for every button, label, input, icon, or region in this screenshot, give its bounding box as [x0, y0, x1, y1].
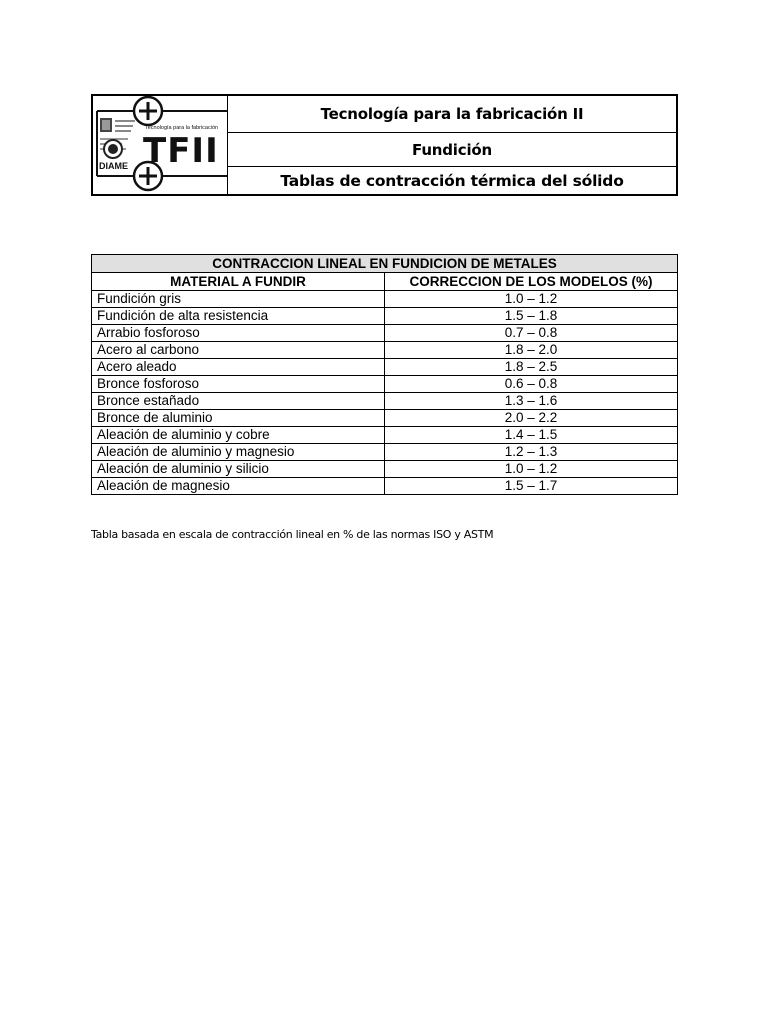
correction-cell: 1.3 – 1.6 — [385, 393, 678, 410]
plus-circle-icon — [134, 97, 227, 125]
material-cell: Bronce estañado — [92, 393, 385, 410]
correction-cell: 1.8 – 2.0 — [385, 342, 678, 359]
material-cell: Bronce de aluminio — [92, 410, 385, 427]
correction-cell: 1.8 – 2.5 — [385, 359, 678, 376]
column-header-correction: CORRECCION DE LOS MODELOS (%) — [385, 273, 678, 291]
table-row — [92, 427, 678, 444]
correction-cell: 1.5 – 1.8 — [385, 308, 678, 325]
table-row — [92, 444, 678, 461]
material-cell: Acero al carbono — [92, 342, 385, 359]
header-title-rows — [227, 96, 676, 194]
correction-cell: 0.6 – 0.8 — [385, 376, 678, 393]
correction-cell: 1.2 – 1.3 — [385, 444, 678, 461]
topic-title: Fundición — [228, 133, 676, 167]
table-row — [92, 325, 678, 342]
tfii-logo-graphic — [93, 96, 227, 194]
table-title: CONTRACCION LINEAL EN FUNDICION DE METALES — [92, 255, 678, 273]
table-row — [92, 376, 678, 393]
tfii-logo — [93, 96, 227, 194]
svg-text:TFII: TFII — [143, 131, 219, 171]
document-header — [91, 94, 678, 196]
material-cell: Aleación de aluminio y cobre — [92, 427, 385, 444]
table-row — [92, 461, 678, 478]
column-header-material: MATERIAL A FUNDIR — [92, 273, 385, 291]
material-cell: Arrabio fosforoso — [92, 325, 385, 342]
correction-cell: 0.7 – 0.8 — [385, 325, 678, 342]
correction-cell: 1.5 – 1.7 — [385, 478, 678, 495]
material-cell: Aleación de magnesio — [92, 478, 385, 495]
contraction-table — [91, 254, 678, 495]
table-row — [92, 410, 678, 427]
table-row — [92, 393, 678, 410]
correction-cell: 2.0 – 2.2 — [385, 410, 678, 427]
material-cell: Aleación de aluminio y magnesio — [92, 444, 385, 461]
correction-cell: 1.4 – 1.5 — [385, 427, 678, 444]
table-row — [92, 359, 678, 376]
material-cell: Acero aleado — [92, 359, 385, 376]
correction-cell: 1.0 – 1.2 — [385, 291, 678, 308]
svg-text:DIAME: DIAME — [99, 161, 128, 171]
svg-text:Tecnología para la fabricación: Tecnología para la fabricación — [145, 125, 219, 131]
material-cell: Aleación de aluminio y silicio — [92, 461, 385, 478]
document-subtitle: Tablas de contracción térmica del sólido — [280, 171, 624, 190]
table-row — [92, 342, 678, 359]
material-cell: Fundición de alta resistencia — [92, 308, 385, 325]
table-footnote: Tabla basada en escala de contracción lineal en % de las normas ISO y ASTM — [91, 528, 494, 541]
table-row — [92, 291, 678, 308]
table-row — [92, 308, 678, 325]
table-row — [92, 478, 678, 495]
correction-cell: 1.0 – 1.2 — [385, 461, 678, 478]
material-cell: Fundición gris — [92, 291, 385, 308]
material-cell: Bronce fosforoso — [92, 376, 385, 393]
course-title: Tecnología para la fabricación II — [228, 96, 676, 133]
